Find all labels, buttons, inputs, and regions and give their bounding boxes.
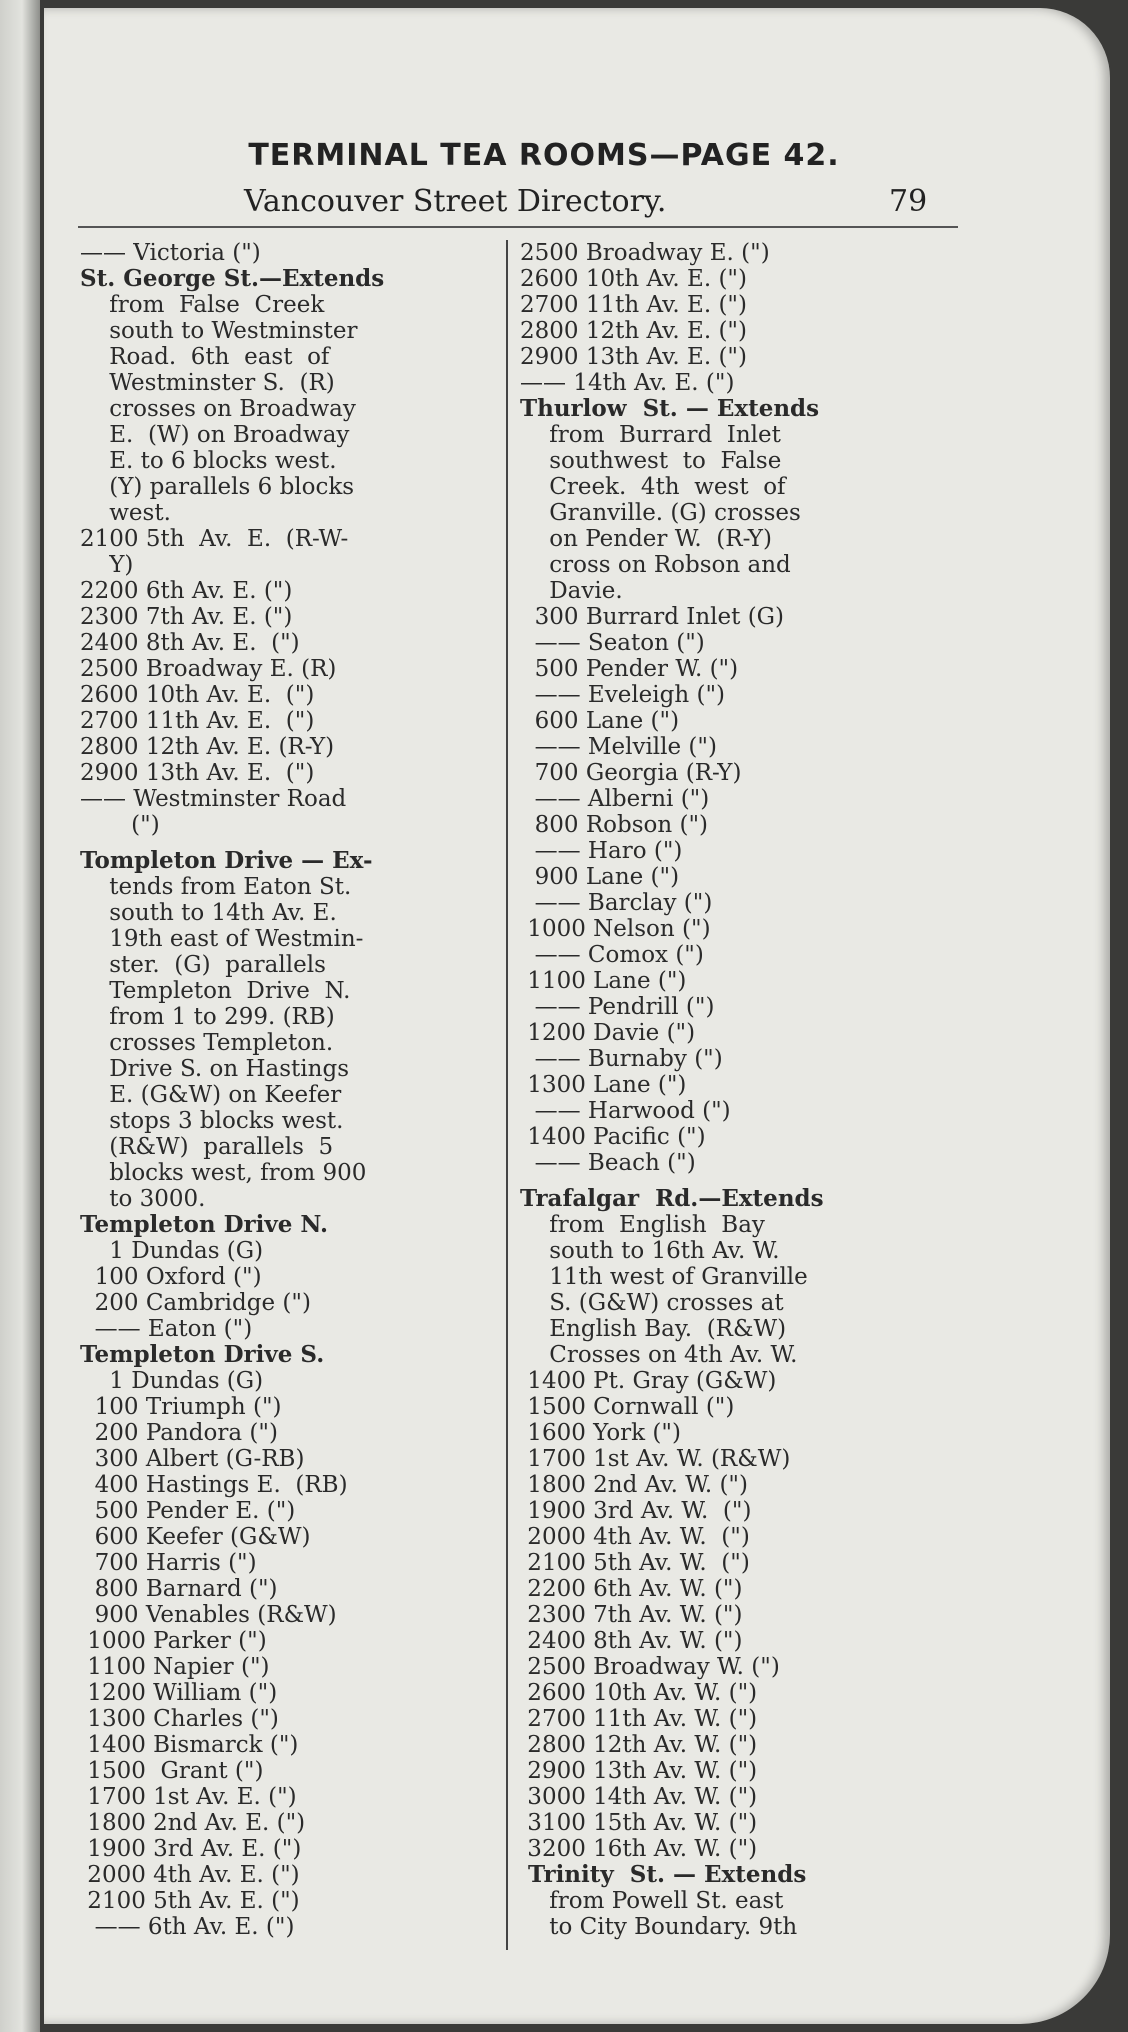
directory-entry: 300 Albert (G-RB) — [80, 1446, 305, 1472]
directory-entry: Davie. — [520, 578, 623, 604]
directory-entry: 11th west of Granville — [520, 1264, 808, 1290]
directory-entry: Road. 6th east of — [80, 344, 330, 370]
directory-page — [44, 8, 1110, 2024]
directory-entry: (R&W) parallels 5 — [80, 1134, 334, 1160]
directory-entry: 1900 3rd Av. W. (") — [520, 1498, 752, 1524]
directory-entry: E. (G&W) on Keefer — [80, 1082, 342, 1108]
directory-entry: Granville. (G) crosses — [520, 500, 801, 526]
directory-entry: Crosses on 4th Av. W. — [520, 1342, 798, 1368]
directory-entry: 1400 Pacific (") — [520, 1124, 706, 1150]
directory-entry: 700 Georgia (R-Y) — [520, 760, 742, 786]
directory-entry: 2900 13th Av. W. (") — [520, 1758, 758, 1784]
directory-entry: southwest to False — [520, 448, 782, 474]
directory-entry: —— Seaton (") — [520, 630, 705, 656]
directory-entry: E. (W) on Broadway — [80, 422, 350, 448]
directory-entry: Y) — [80, 552, 134, 578]
directory-entry: 2500 Broadway E. (") — [520, 240, 770, 266]
directory-entry: —— Comox (") — [520, 942, 704, 968]
directory-entry: to 3000. — [80, 1186, 206, 1212]
directory-entry: cross on Robson and — [520, 552, 791, 578]
directory-entry: 1500 Cornwall (") — [520, 1394, 735, 1420]
directory-entry: —— Beach (") — [520, 1150, 696, 1176]
directory-entry: 1400 Bismarck (") — [80, 1732, 299, 1758]
directory-entry: —— Melville (") — [520, 734, 717, 760]
right-column — [520, 240, 980, 1940]
directory-entry: 1000 Parker (") — [80, 1628, 267, 1654]
directory-entry: south to 14th Av. E. — [80, 900, 337, 926]
directory-entry: 3100 15th Av. W. (") — [520, 1810, 758, 1836]
directory-entry: English Bay. (R&W) — [520, 1316, 787, 1342]
directory-entry: crosses Templeton. — [80, 1030, 334, 1056]
directory-entry: 1500 Grant (") — [80, 1758, 264, 1784]
directory-entry: stops 3 blocks west. — [80, 1108, 344, 1134]
directory-entry: blocks west, from 900 — [80, 1160, 367, 1186]
directory-entry: to City Boundary. 9th — [520, 1914, 798, 1940]
directory-entry: S. (G&W) crosses at — [520, 1290, 784, 1316]
directory-entry: 500 Pender E. (") — [80, 1498, 296, 1524]
directory-entry: Templeton Drive N. — [80, 978, 351, 1004]
directory-entry: 2900 13th Av. E. (") — [80, 760, 315, 786]
directory-entry: 1300 Lane (") — [520, 1072, 687, 1098]
directory-entry: Westminster S. (R) — [80, 370, 335, 396]
directory-entry: 2400 8th Av. E. (") — [80, 630, 300, 656]
street-heading: Trafalgar Rd.—Extends — [520, 1186, 824, 1212]
directory-entry: —— Alberni (") — [520, 786, 710, 812]
street-heading: Trinity St. — Extends — [520, 1862, 807, 1888]
directory-entry: 1900 3rd Av. E. (") — [80, 1836, 302, 1862]
directory-entry: 1000 Nelson (") — [520, 916, 711, 942]
directory-entry: 400 Hastings E. (RB) — [80, 1472, 348, 1498]
directory-entry: 19th east of Westmin- — [80, 926, 364, 952]
directory-entry: —— Victoria (") — [80, 240, 261, 266]
directory-entry: —— Westminster Road — [80, 786, 347, 812]
directory-entry: tends from Eaton St. — [80, 874, 352, 900]
directory-entry: 200 Cambridge (") — [80, 1290, 311, 1316]
header-rule — [78, 226, 958, 228]
directory-entry: 1800 2nd Av. W. (") — [520, 1472, 748, 1498]
directory-entry: —— Eveleigh (") — [520, 682, 726, 708]
directory-entry: 2800 12th Av. W. (") — [520, 1732, 758, 1758]
directory-entry: 1 Dundas (G) — [80, 1238, 264, 1264]
directory-entry: 600 Lane (") — [520, 708, 680, 734]
directory-entry: 2900 13th Av. E. (") — [520, 344, 747, 370]
directory-entry: 3200 16th Av. W. (") — [520, 1836, 758, 1862]
directory-entry: —— Harwood (") — [520, 1098, 731, 1124]
directory-entry: 2600 10th Av. W. (") — [520, 1680, 758, 1706]
directory-entry: 1200 Davie (") — [520, 1020, 696, 1046]
directory-entry: west. — [80, 500, 171, 526]
page-body — [44, 8, 1110, 2024]
directory-entry: 2300 7th Av. E. (") — [80, 604, 293, 630]
directory-entry: 2000 4th Av. W. (") — [520, 1524, 750, 1550]
directory-entry: (") — [80, 812, 160, 838]
directory-entry: —— Barclay (") — [520, 890, 713, 916]
left-column — [80, 240, 508, 1940]
directory-entry: 200 Pandora (") — [80, 1420, 278, 1446]
street-heading: Thurlow St. — Extends — [520, 396, 820, 422]
directory-entry: 1600 York (") — [520, 1420, 681, 1446]
directory-entry: 1800 2nd Av. E. (") — [80, 1810, 306, 1836]
directory-entry: 1400 Pt. Gray (G&W) — [520, 1368, 777, 1394]
directory-entry: 100 Triumph (") — [80, 1394, 282, 1420]
directory-entry: 100 Oxford (") — [80, 1264, 262, 1290]
directory-entry: 600 Keefer (G&W) — [80, 1524, 311, 1550]
directory-entry: 1700 1st Av. E. (") — [80, 1784, 297, 1810]
page-number: 79 — [889, 184, 928, 219]
street-heading: St. George St.—Extends — [80, 266, 385, 292]
directory-entry: 3000 14th Av. W. (") — [520, 1784, 758, 1810]
directory-entry: south to 16th Av. W. — [520, 1238, 780, 1264]
banner-heading: TERMINAL TEA ROOMS—PAGE 42. — [248, 138, 840, 173]
directory-entry: 500 Pender W. (") — [520, 656, 739, 682]
directory-entry: 2700 11th Av. E. (") — [520, 292, 747, 318]
directory-entry: —— 14th Av. E. (") — [520, 370, 735, 396]
directory-entry: 2600 10th Av. E. (") — [520, 266, 747, 292]
directory-entry: 2500 Broadway E. (R) — [80, 656, 337, 682]
directory-entry: 2800 12th Av. E. (R-Y) — [80, 734, 335, 760]
directory-entry: 2200 6th Av. W. (") — [520, 1576, 743, 1602]
directory-entry: 1300 Charles (") — [80, 1706, 279, 1732]
directory-entry: —— Haro (") — [520, 838, 683, 864]
directory-entry: Drive S. on Hastings — [80, 1056, 349, 1082]
directory-entry: ster. (G) parallels — [80, 952, 326, 978]
directory-entry: —— 6th Av. E. (") — [80, 1914, 295, 1940]
directory-entry: 800 Robson (") — [520, 812, 709, 838]
directory-entry: 1200 William (") — [80, 1680, 278, 1706]
directory-entry: 1100 Lane (") — [520, 968, 687, 994]
directory-entry: from English Bay — [520, 1212, 765, 1238]
entry-spacer — [80, 838, 508, 848]
directory-entry: 2100 5th Av. E. (R-W- — [80, 526, 349, 552]
directory-entry: south to Westminster — [80, 318, 358, 344]
directory-entry: 2100 5th Av. W. (") — [520, 1550, 750, 1576]
directory-entry: 1100 Napier (") — [80, 1654, 270, 1680]
directory-entry: 2100 5th Av. E. (") — [80, 1888, 300, 1914]
entry-spacer — [520, 1176, 980, 1186]
directory-entry: from Powell St. east — [520, 1888, 784, 1914]
directory-entry: from Burrard Inlet — [520, 422, 781, 448]
directory-entry: 2400 8th Av. W. (") — [520, 1628, 743, 1654]
directory-entry: from 1 to 299. (RB) — [80, 1004, 335, 1030]
street-heading: Tompleton Drive — Ex- — [80, 848, 373, 874]
directory-entry: 300 Burrard Inlet (G) — [520, 604, 785, 630]
directory-entry: 2200 6th Av. E. (") — [80, 578, 293, 604]
directory-entry: —— Pendrill (") — [520, 994, 715, 1020]
street-heading: Templeton Drive S. — [80, 1342, 325, 1368]
adjacent-page-edge — [0, 0, 40, 2032]
directory-entry: 1700 1st Av. W. (R&W) — [520, 1446, 791, 1472]
directory-entry: 1 Dundas (G) — [80, 1368, 264, 1394]
directory-entry: 800 Barnard (") — [80, 1576, 278, 1602]
directory-entry: from False Creek — [80, 292, 325, 318]
directory-entry: 2500 Broadway W. (") — [520, 1654, 780, 1680]
directory-entry: 2300 7th Av. W. (") — [520, 1602, 743, 1628]
directory-entry: 2800 12th Av. E. (") — [520, 318, 747, 344]
running-head: Vancouver Street Directory. — [244, 184, 667, 219]
directory-entry: 2600 10th Av. E. (") — [80, 682, 315, 708]
directory-entry: (Y) parallels 6 blocks — [80, 474, 355, 500]
street-heading: Templeton Drive N. — [80, 1212, 328, 1238]
directory-entry: on Pender W. (R-Y) — [520, 526, 772, 552]
directory-entry: —— Eaton (") — [80, 1316, 253, 1342]
directory-entry: E. to 6 blocks west. — [80, 448, 337, 474]
directory-entry: 2700 11th Av. E. (") — [80, 708, 315, 734]
directory-entry: 700 Harris (") — [80, 1550, 257, 1576]
directory-entry: Creek. 4th west of — [520, 474, 786, 500]
directory-entry: 2700 11th Av. W. (") — [520, 1706, 758, 1732]
directory-entry: —— Burnaby (") — [520, 1046, 723, 1072]
directory-entry: 900 Lane (") — [520, 864, 680, 890]
directory-entry: 2000 4th Av. E. (") — [80, 1862, 300, 1888]
directory-entry: 900 Venables (R&W) — [80, 1602, 337, 1628]
directory-entry: crosses on Broadway — [80, 396, 356, 422]
